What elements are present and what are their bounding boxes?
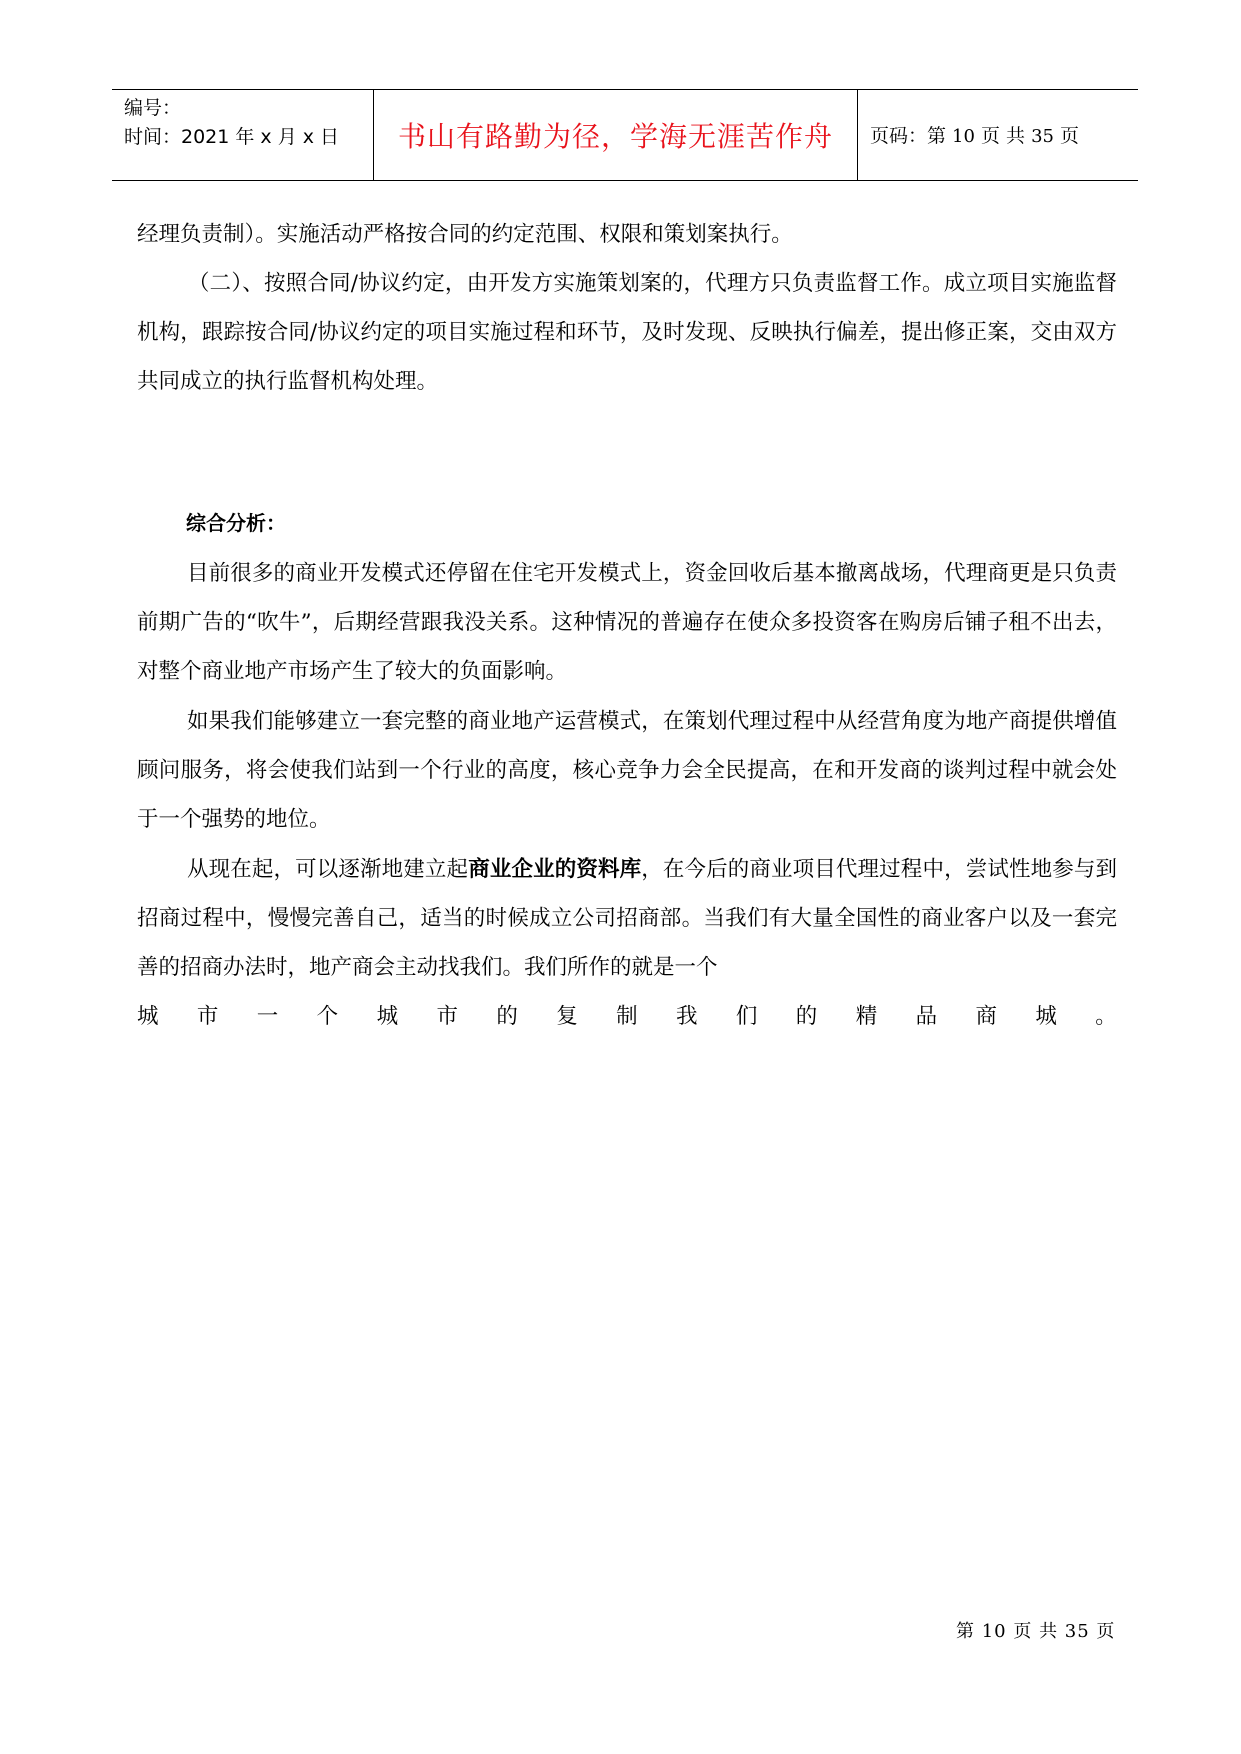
document-number-label: 编号： bbox=[124, 97, 182, 119]
spread-char: 制 bbox=[616, 1004, 638, 1029]
spread-char: 城 bbox=[1035, 1004, 1057, 1029]
spread-char: 商 bbox=[975, 1004, 997, 1029]
spread-char: 。 bbox=[1095, 1004, 1117, 1029]
spread-char: 复 bbox=[556, 1004, 578, 1029]
spread-char: 城 bbox=[376, 1004, 399, 1029]
header-motto: 书山有路勤为径，学海无涯苦作舟 bbox=[397, 120, 833, 153]
spread-char: 市 bbox=[436, 1004, 458, 1029]
analysis-paragraph-2: 如果我们能够建立一套完整的商业地产运营模式，在策划代理过程中从经营角度为地产商提供增值顾问服务，将会使我们站到一个行业的高度，核心竞争力会全民提高，在和开发商的谈判过程中就会处于一个强势的地位。 bbox=[137, 709, 1117, 832]
analysis-p3-pre: 从现在起，可以逐渐地建立起 bbox=[187, 857, 469, 882]
analysis-paragraph-3 bbox=[137, 845, 1117, 992]
analysis-p3-post: ，在今后的商业项目代理过程中，尝试性地参与到招商过程中，慢慢完善自己，适当的时候成立公司招商部。当我们有大量全国性的商业客户以及一套完善的招商办法时，地产商会主动找我们。我们所作的就是一个 bbox=[137, 857, 1117, 980]
spread-char: 品 bbox=[915, 1004, 938, 1029]
spread-char: 一 bbox=[256, 1004, 279, 1029]
spread-char: 市 bbox=[196, 1004, 219, 1029]
analysis-heading: 综合分析： bbox=[186, 511, 286, 535]
analysis-paragraph-3-last-line bbox=[137, 992, 1117, 1041]
spread-line bbox=[137, 992, 1117, 1041]
page-middle: 页 共 bbox=[974, 125, 1032, 147]
analysis-p3-bold: 商业企业的资料库 bbox=[468, 857, 642, 882]
spread-char: 个 bbox=[316, 1004, 339, 1029]
spread-char: 的 bbox=[496, 1004, 518, 1029]
header-page-number bbox=[870, 122, 1079, 151]
footer-page-number: 第 10 页 共 35 页 bbox=[956, 1621, 1116, 1642]
page-prefix: 页码：第 bbox=[870, 125, 953, 147]
paragraph-continuation: 经理负责制）。实施活动严格按合同的约定范围、权限和策划案执行。 bbox=[137, 222, 793, 247]
analysis-paragraph-1: 目前很多的商业开发模式还停留在住宅开发模式上，资金回收后基本撤离战场，代理商更是只负责前期广告的“吹牛”，后期经营跟我没关系。这种情况的普遍存在使众多投资客在购房后铺子租不出去，对整个商业地产市场产生了较大的负面影响。 bbox=[137, 561, 1117, 684]
page-suffix: 页 bbox=[1053, 125, 1080, 147]
document-header bbox=[112, 89, 1138, 181]
header-meta bbox=[124, 94, 339, 152]
header-divider bbox=[857, 90, 858, 180]
page-current: 10 bbox=[952, 126, 975, 147]
page-total: 35 bbox=[1031, 126, 1054, 147]
paragraph-section-two: （二）、按照合同/协议约定，由开发方实施策划案的，代理方只负责监督工作。成立项目实施监督机构，跟踪按合同/协议约定的项目实施过程和环节，及时发现、反映执行偏差，提出修正案，交由双方共同成立的执行监督机构处理。 bbox=[137, 271, 1117, 394]
spread-char: 城 bbox=[137, 1004, 159, 1029]
document-time-label: 时间：2021 年 x 月 x 日 bbox=[124, 126, 340, 148]
spread-char: 们 bbox=[735, 1004, 758, 1029]
spread-char: 我 bbox=[676, 1004, 698, 1029]
spread-char: 的 bbox=[795, 1004, 818, 1029]
spread-char: 精 bbox=[855, 1004, 878, 1029]
